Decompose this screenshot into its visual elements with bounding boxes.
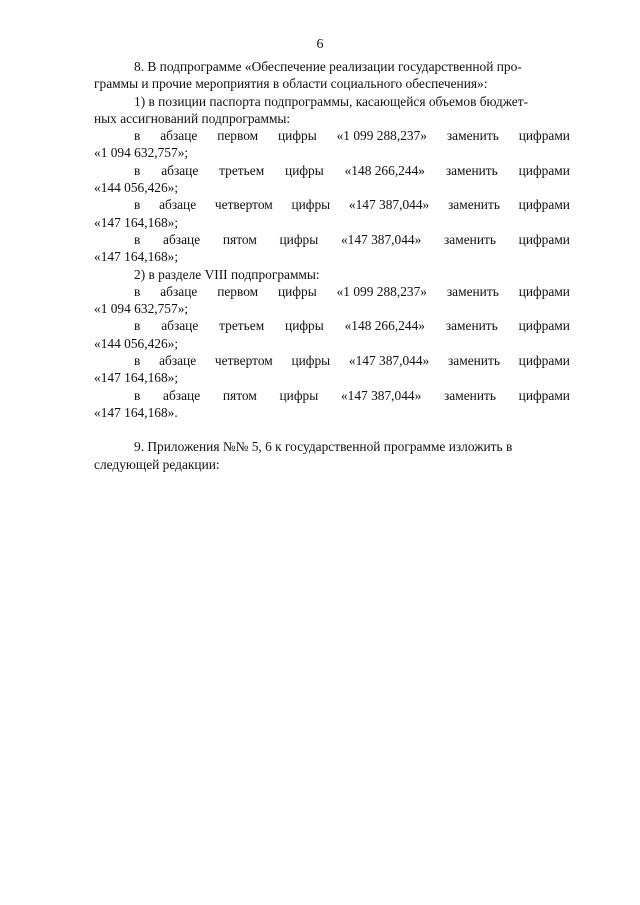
amendment-line <box>94 196 570 213</box>
amendment-word: цифрами <box>518 283 570 299</box>
amendment-word: «148 266,244» <box>344 162 425 178</box>
amendment-word: в <box>134 231 141 247</box>
amendment-word: заменить <box>446 128 499 144</box>
item8-sub1-amendments <box>94 127 570 265</box>
amendment-word: цифрами <box>518 387 570 403</box>
item8-sub2-amendments <box>94 283 570 421</box>
amendment-word: заменить <box>444 231 496 247</box>
amendment-word: в <box>134 128 141 144</box>
amendment-word: заменить <box>444 387 496 403</box>
amendment-line <box>94 162 570 179</box>
amendment-new-value: «147 164,168»; <box>94 370 179 386</box>
amendment-word: абзаце <box>161 318 199 334</box>
amendment-line <box>94 231 570 248</box>
amendment-word: цифры <box>291 197 331 213</box>
amendment-word: цифрами <box>518 353 570 369</box>
amendment-line <box>94 387 570 404</box>
amendment-new-value: «144 056,426»; <box>94 180 179 196</box>
amendment-word: пятом <box>222 231 257 247</box>
amendment-word: «147 387,044» <box>348 353 430 369</box>
amendment-word: в <box>134 283 141 299</box>
amendment-word: первом <box>217 128 259 144</box>
amendment-word: заменить <box>446 283 499 299</box>
amendment-word: «1 099 288,237» <box>336 128 427 144</box>
page-number: 6 <box>316 37 324 52</box>
amendment-word: третьем <box>219 162 265 178</box>
amendment-word: «147 387,044» <box>340 387 422 403</box>
amendment-new-value: «147 164,168»; <box>94 249 179 265</box>
amendment-word: заменить <box>447 197 500 213</box>
amendment-word: абзаце <box>159 353 197 369</box>
amendment-word: цифрами <box>518 231 570 247</box>
amendment-word: абзаце <box>163 231 201 247</box>
amendment-new-value: «144 056,426»; <box>94 335 179 351</box>
item9-line2: следующей редакции: <box>94 456 220 472</box>
amendment-word: цифры <box>291 353 331 369</box>
document-body <box>94 58 570 473</box>
amendment-word: четвертом <box>214 353 273 369</box>
amendment-word: «147 387,044» <box>348 197 430 213</box>
amendment-word: первом <box>217 283 259 299</box>
amendment-word: абзаце <box>160 283 198 299</box>
amendment-word: заменить <box>445 318 498 334</box>
amendment-new-value: «1 094 632,757»; <box>94 301 189 317</box>
amendment-word: «148 266,244» <box>344 318 425 334</box>
amendment-word: абзаце <box>160 128 198 144</box>
amendment-word: цифры <box>279 387 319 403</box>
amendment-word: цифрами <box>518 197 570 213</box>
amendment-word: цифры <box>278 128 317 144</box>
amendment-new-value: «147 164,168». <box>94 404 178 420</box>
amendment-word: заменить <box>447 353 500 369</box>
amendment-word: абзаце <box>163 387 201 403</box>
amendment-word: заменить <box>445 162 498 178</box>
amendment-word: цифры <box>285 318 324 334</box>
item8-heading-line1: 8. В подпрограмме «Обеспечение реализации государственной про- <box>134 59 522 74</box>
amendment-word: в <box>134 387 141 403</box>
amendment-word: в <box>134 318 141 334</box>
amendment-word: в <box>134 197 141 213</box>
amendment-line <box>94 283 570 300</box>
paragraph-gap <box>94 421 570 438</box>
amendment-word: цифрами <box>518 318 570 334</box>
amendment-word: цифры <box>285 162 324 178</box>
amendment-line <box>94 127 570 144</box>
amendment-word: четвертом <box>214 197 273 213</box>
amendment-line <box>94 317 570 334</box>
item8-sub2-line1: 2) в разделе VIII подпрограммы: <box>134 266 320 282</box>
amendment-word: цифры <box>279 231 319 247</box>
amendment-word: цифрами <box>518 128 570 144</box>
amendment-word: абзаце <box>159 197 197 213</box>
item8-sub1-line1: 1) в позиции паспорта подпрограммы, касающейся объемов бюджет- <box>134 93 529 109</box>
amendment-new-value: «147 164,168»; <box>94 214 179 230</box>
amendment-word: пятом <box>222 387 257 403</box>
item9-line1: 9. Приложения №№ 5, 6 к государственной программе изложить в <box>134 439 513 455</box>
amendment-word: цифры <box>278 283 317 299</box>
amendment-word: третьем <box>219 318 265 334</box>
amendment-word: в <box>134 353 141 369</box>
item8-heading-line2: граммы и прочие мероприятия в области социального обеспечения»: <box>94 76 488 92</box>
amendment-word: «147 387,044» <box>340 231 422 247</box>
amendment-line <box>94 352 570 369</box>
amendment-word: «1 099 288,237» <box>336 283 427 299</box>
amendment-word: в <box>134 162 141 178</box>
item8-sub1-line2: ных ассигнований подпрограммы: <box>94 110 291 126</box>
amendment-word: абзаце <box>161 162 199 178</box>
amendment-new-value: «1 094 632,757»; <box>94 145 189 161</box>
amendment-word: цифрами <box>518 162 570 178</box>
